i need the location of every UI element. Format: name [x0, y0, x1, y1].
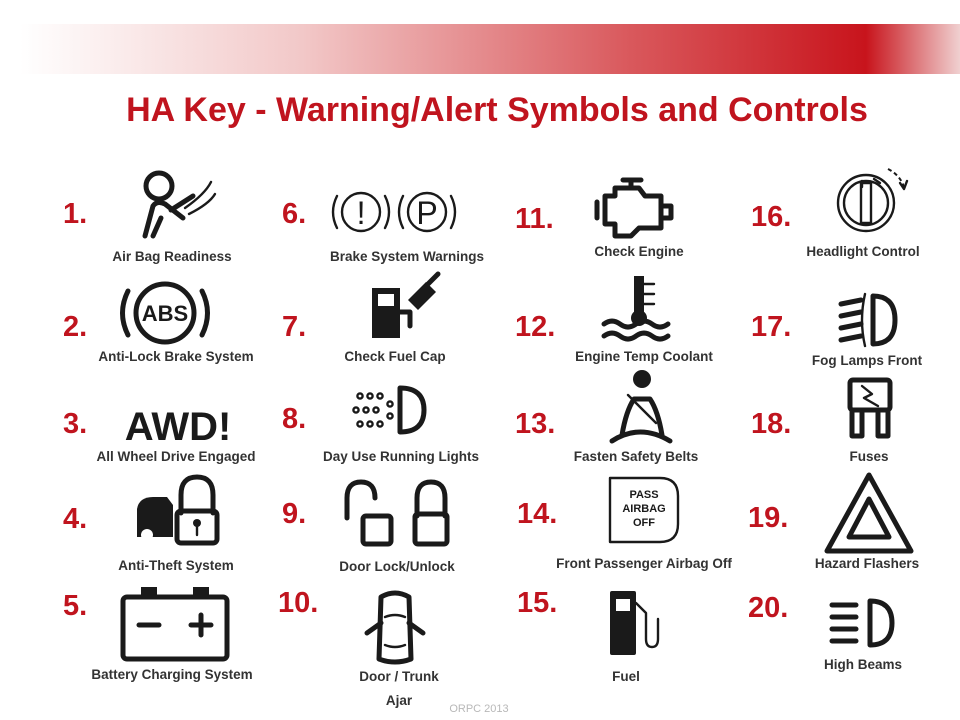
awd-icon	[125, 405, 232, 449]
item-label: Anti-Theft System	[118, 558, 234, 573]
symbol-item-1	[63, 173, 232, 264]
svg-text:AIRBAG: AIRBAG	[622, 503, 666, 515]
item-label: Brake System Warnings	[329, 249, 485, 264]
item-number: 10.	[278, 587, 319, 619]
item-number: 9.	[282, 498, 307, 530]
symbol-item-3	[63, 405, 256, 464]
item-label: Door Lock/Unlock	[339, 559, 455, 574]
item-number: 4.	[63, 503, 88, 535]
door-ajar-icon	[367, 593, 423, 662]
item-label: Fuses	[849, 449, 889, 464]
abs-icon	[123, 284, 208, 342]
symbol-item-17	[751, 294, 923, 368]
anti-theft-icon	[137, 477, 217, 543]
item-number: 19.	[748, 502, 789, 534]
footer-credit: ORPC 2013	[449, 703, 509, 715]
item-number: 17.	[751, 311, 792, 343]
item-label: Fog Lamps Front	[811, 353, 923, 368]
item-number: 12.	[515, 311, 556, 343]
symbol-item-10	[278, 587, 439, 708]
item-number: 15.	[517, 587, 558, 619]
item-label: All Wheel Drive Engaged	[96, 449, 256, 464]
hazard-triangle-icon	[827, 475, 911, 551]
symbol-item-19	[748, 475, 919, 571]
item-label: Front Passenger Airbag Off	[556, 556, 732, 571]
symbol-item-20	[748, 592, 902, 672]
symbol-item-5	[63, 587, 253, 682]
symbol-item-14	[517, 478, 732, 571]
symbol-item-2	[63, 284, 254, 364]
symbol-item-15	[517, 587, 658, 684]
symbol-item-16	[751, 169, 920, 259]
item-number: 8.	[282, 403, 307, 435]
svg-text:AWD!: AWD!	[124, 405, 232, 449]
fuel-pump-icon	[610, 591, 658, 655]
item-label: Headlight Control	[806, 244, 920, 259]
symbol-item-7	[282, 274, 446, 364]
svg-text:PASS: PASS	[629, 489, 659, 501]
item-label: Battery Charging System	[91, 667, 253, 682]
svg-text:P: P	[416, 195, 438, 231]
item-label: Engine Temp Coolant	[575, 349, 713, 364]
symbol-item-8	[282, 388, 479, 464]
item-number: 3.	[63, 408, 88, 440]
item-number: 14.	[517, 498, 558, 530]
item-label: Hazard Flashers	[814, 556, 920, 571]
item-label: Fasten Safety Belts	[573, 449, 699, 464]
check-engine-icon	[597, 180, 671, 236]
item-number: 18.	[751, 408, 792, 440]
brake-warning-icon	[333, 193, 455, 231]
daytime-running-lights-icon	[353, 388, 424, 432]
item-number: 5.	[63, 590, 88, 622]
symbol-item-9	[282, 482, 455, 574]
item-number: 13.	[515, 408, 556, 440]
door-lock-icon	[347, 482, 447, 544]
item-label: Fuel	[612, 669, 640, 684]
item-number: 1.	[63, 198, 88, 230]
header-banner	[20, 24, 960, 74]
item-label: Air Bag Readiness	[112, 249, 232, 264]
air-bag-icon	[145, 173, 215, 236]
svg-text:ABS: ABS	[141, 301, 189, 326]
battery-icon	[123, 587, 227, 659]
fuse-icon	[850, 380, 890, 436]
item-number: 6.	[282, 198, 307, 230]
symbol-item-12	[515, 276, 713, 364]
headlight-switch-icon	[838, 169, 907, 231]
item-label: Door / Trunk	[359, 669, 439, 684]
fuel-cap-icon	[372, 274, 438, 338]
item-number: 7.	[282, 311, 307, 343]
item-label-line2: Ajar	[385, 693, 413, 708]
fog-lamp-icon	[841, 294, 895, 346]
item-label: Anti-Lock Brake System	[98, 349, 254, 364]
item-label: High Beams	[823, 657, 903, 672]
seat-belt-icon	[612, 370, 670, 441]
svg-text:!: !	[356, 195, 366, 231]
symbol-item-18	[751, 380, 890, 464]
item-number: 11.	[515, 203, 554, 235]
symbol-item-6	[282, 193, 484, 264]
item-label: Day Use Running Lights	[322, 449, 480, 464]
item-number: 16.	[751, 201, 792, 233]
symbol-item-4	[63, 477, 234, 573]
svg-text:OFF: OFF	[633, 517, 655, 529]
symbol-item-11	[515, 180, 684, 259]
page-title: HA Key - Warning/Alert Symbols and Controls	[126, 91, 868, 129]
item-number: 2.	[63, 311, 88, 343]
passenger-airbag-off-icon	[610, 478, 678, 542]
item-label: Check Fuel Cap	[344, 349, 446, 364]
item-label: Check Engine	[594, 244, 684, 259]
item-number: 20.	[748, 592, 789, 624]
symbol-item-13	[515, 370, 698, 464]
high-beam-icon	[832, 601, 892, 645]
coolant-temp-icon	[604, 276, 668, 339]
